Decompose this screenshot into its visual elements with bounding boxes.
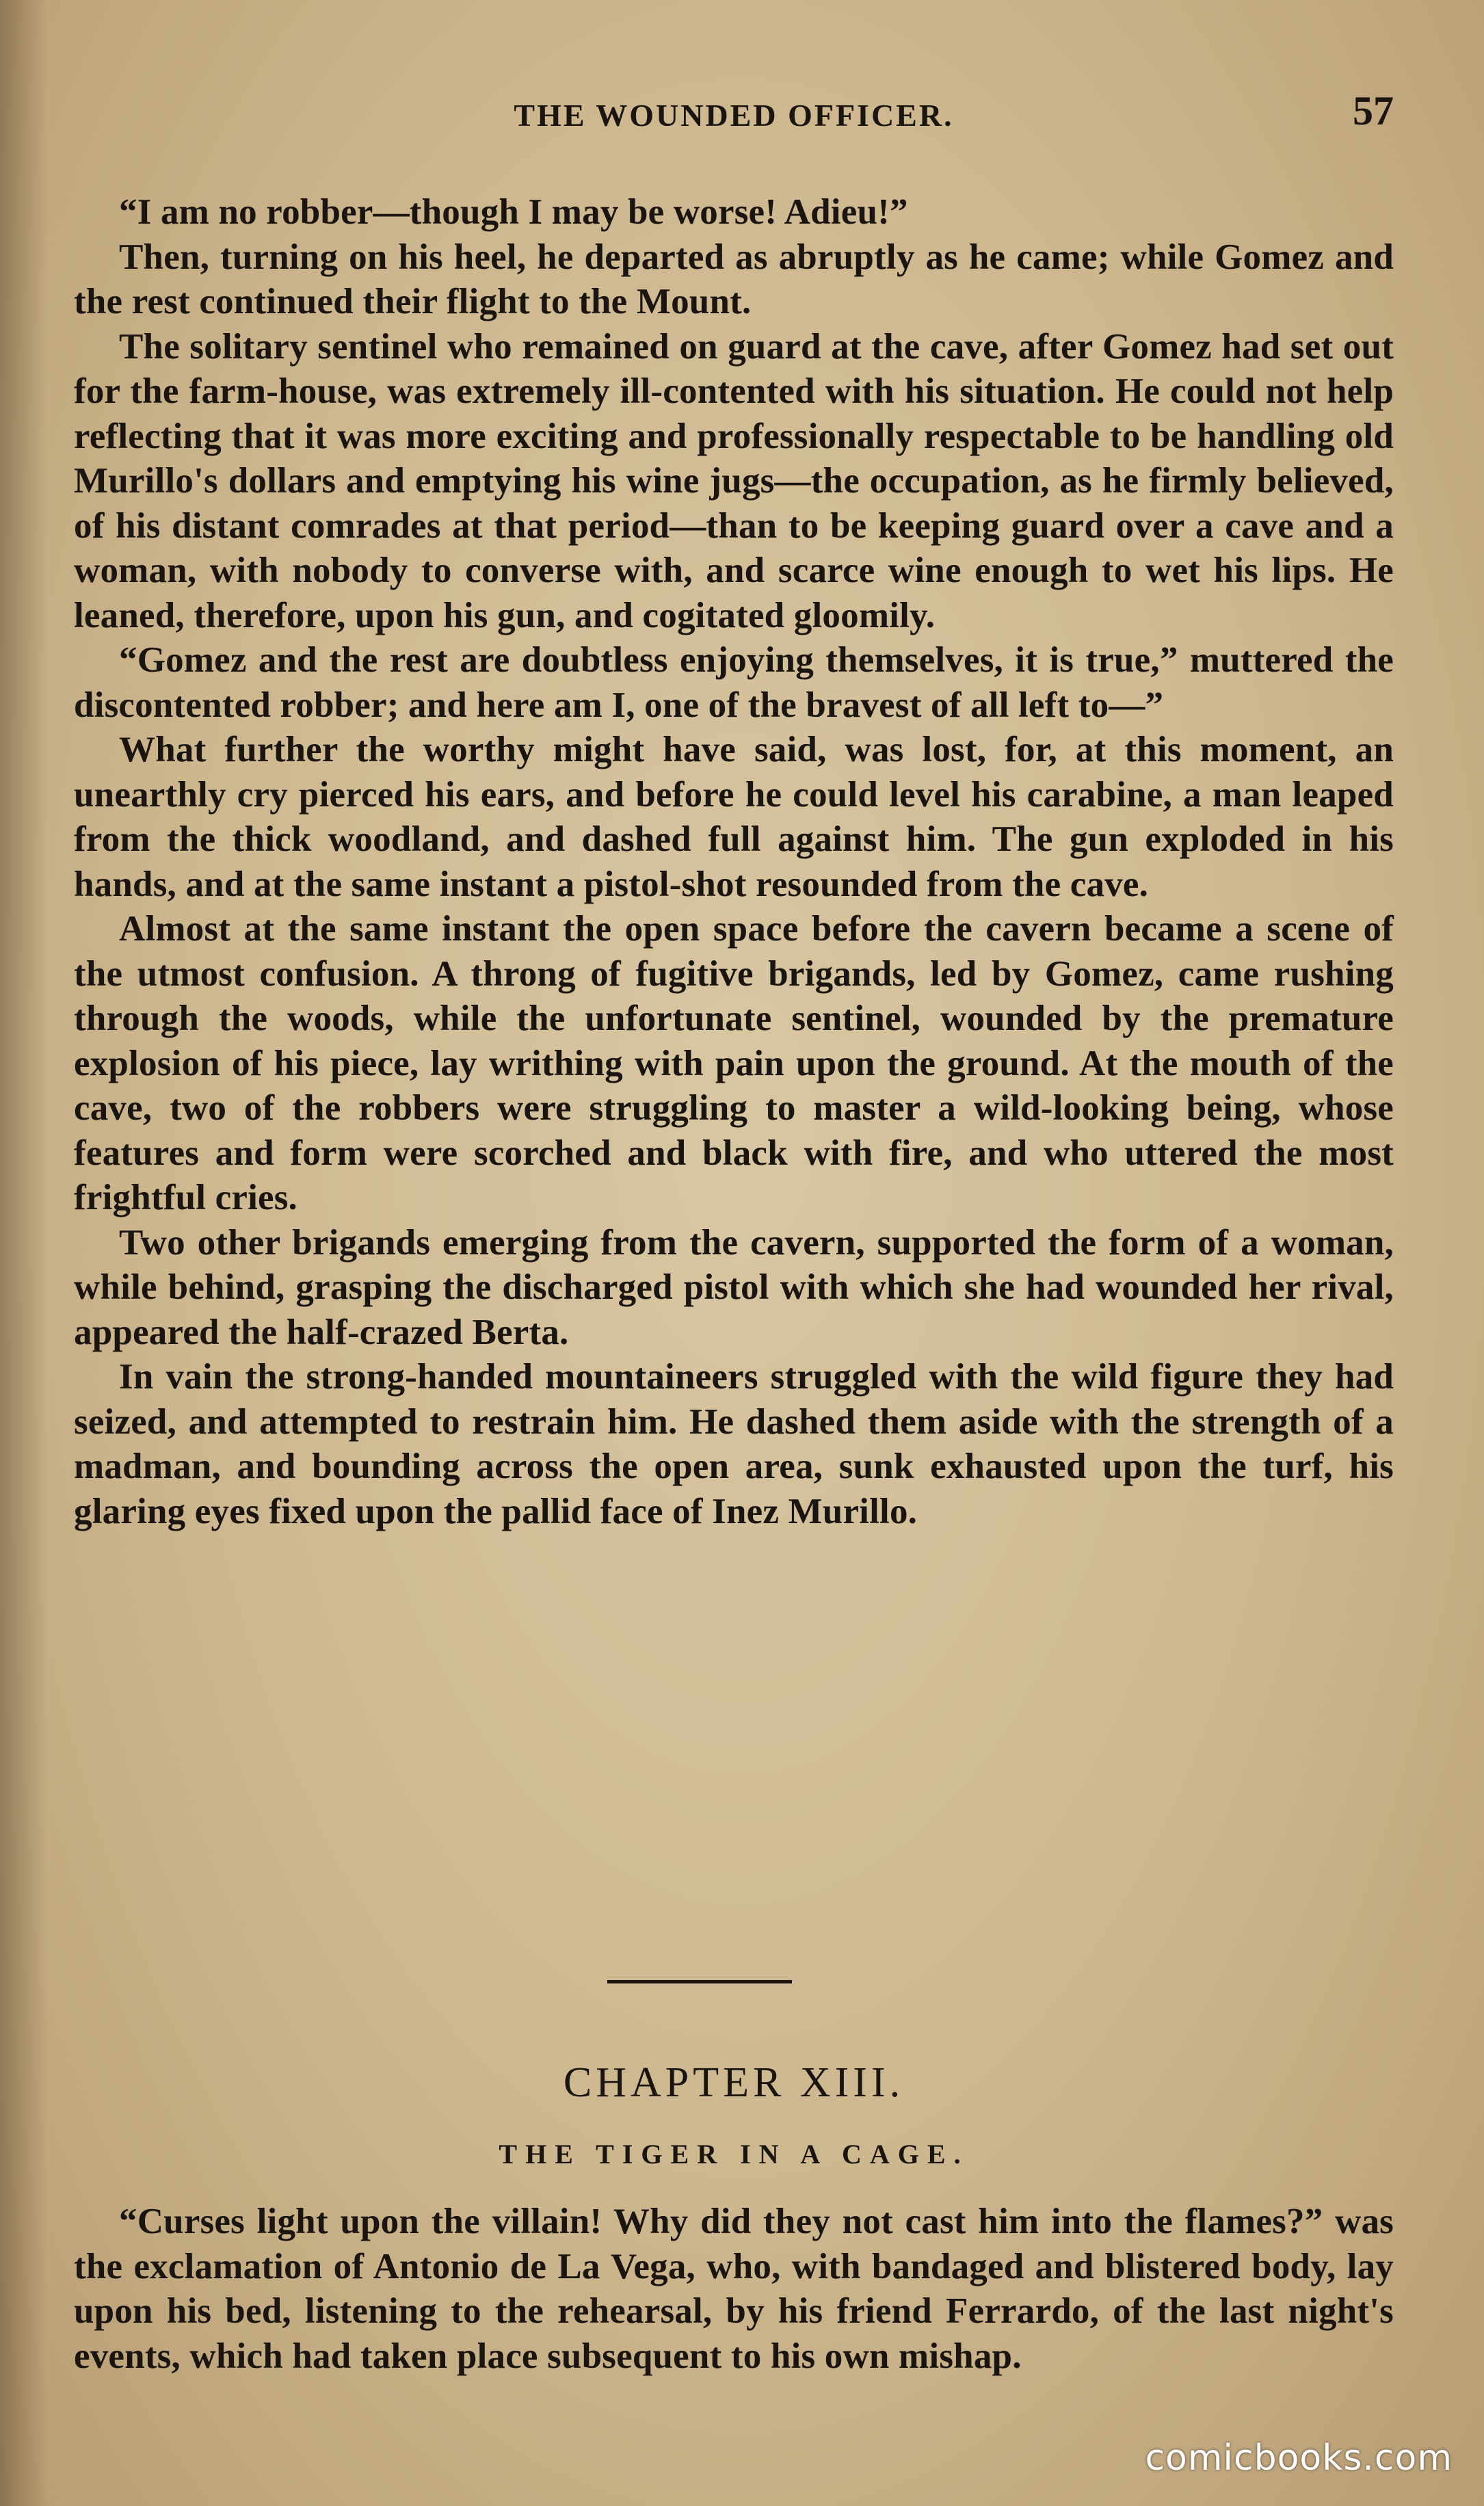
page-number: 57 — [1353, 88, 1394, 133]
chapter-opening-paragraph: “Curses light upon the villain! Why did they not cast him into the flames?” was the exclamation of Antonio de La Vega, who, with bandaged and blistered body, lay upon his bed, listening to the rehearsal, by his friend Ferrardo, of the last night's events, which had taken place subsequent to his own mishap. — [74, 2202, 1394, 2376]
watermark: comicbooks.com — [1145, 2438, 1453, 2479]
paragraph: What further the worthy might have said, was lost, for, at this moment, an unearthly cry pierced his ears, and before he could level his carabine, a man leaped from the thick woodland, and dashed full against him. The gun exploded in his hands, and at the same instant a pistol-shot resounded from the cave. — [74, 730, 1394, 904]
chapter-body — [74, 2200, 1394, 2379]
paragraph: In vain the strong-handed mountaineers struggled with the wild figure they had seized, and attempted to restrain him. He dashed them aside with the strength of a madman, and bounding across the open area, sunk exhausted upon the turf, his glaring eyes fixed upon the pallid face of Inez Murillo. — [74, 1357, 1394, 1531]
paragraph: Two other brigands emerging from the cavern, supported the form of a woman, while behind, grasping the discharged pistol with which she had wounded her rival, appeared the half-crazed Berta. — [74, 1222, 1394, 1352]
paragraph: Almost at the same instant the open space before the cavern became a scene of the utmost confusion. A throng of fugitive brigands, led by Gomez, came rushing through the woods, while the unfortunate sentinel, wounded by the premature explosion of his piece, lay writhing with pain upon the ground. At the mouth of the cave, two of the robbers were struggling to master a wild-looking being, whose features and form were scorched and black with fire, and who uttered the most frightful cries. — [74, 909, 1394, 1217]
paragraph: “Gomez and the rest are doubtless enjoying themselves, it is true,” muttered the discontented robber; and here am I, one of the bravest of all left to—” — [74, 640, 1394, 725]
running-head — [74, 88, 1394, 142]
chapter-title: CHAPTER XIII. — [563, 2059, 905, 2106]
running-title: THE WOUNDED OFFICER. — [514, 98, 954, 133]
paragraph: “I am no robber—though I may be worse! Adieu!” — [119, 192, 908, 232]
body-text — [74, 190, 1394, 1534]
paragraph: The solitary sentinel who remained on guard at the cave, after Gomez had set out for the farm-house, was extremely ill-contented with his situation. He could not help reflecting that it was more exciting and professionally respectable to be handling old Murillo's dollars and emptying his wine jugs—the occupation, as he firmly believed, of his distant comrades at that period—than to be keeping guard over a cave and a woman, with nobody to converse with, and scarce wine enough to wet his lips. He leaned, therefore, upon his gun, and cogitated gloomily. — [74, 326, 1394, 635]
section-divider — [607, 1980, 792, 1983]
gutter-shadow — [0, 0, 48, 2506]
paragraph: Then, turning on his heel, he departed as abruptly as he came; while Gomez and the rest continued their flight to the Mount. — [74, 237, 1394, 321]
chapter-subtitle: THE TIGER IN A CAGE. — [499, 2139, 969, 2169]
